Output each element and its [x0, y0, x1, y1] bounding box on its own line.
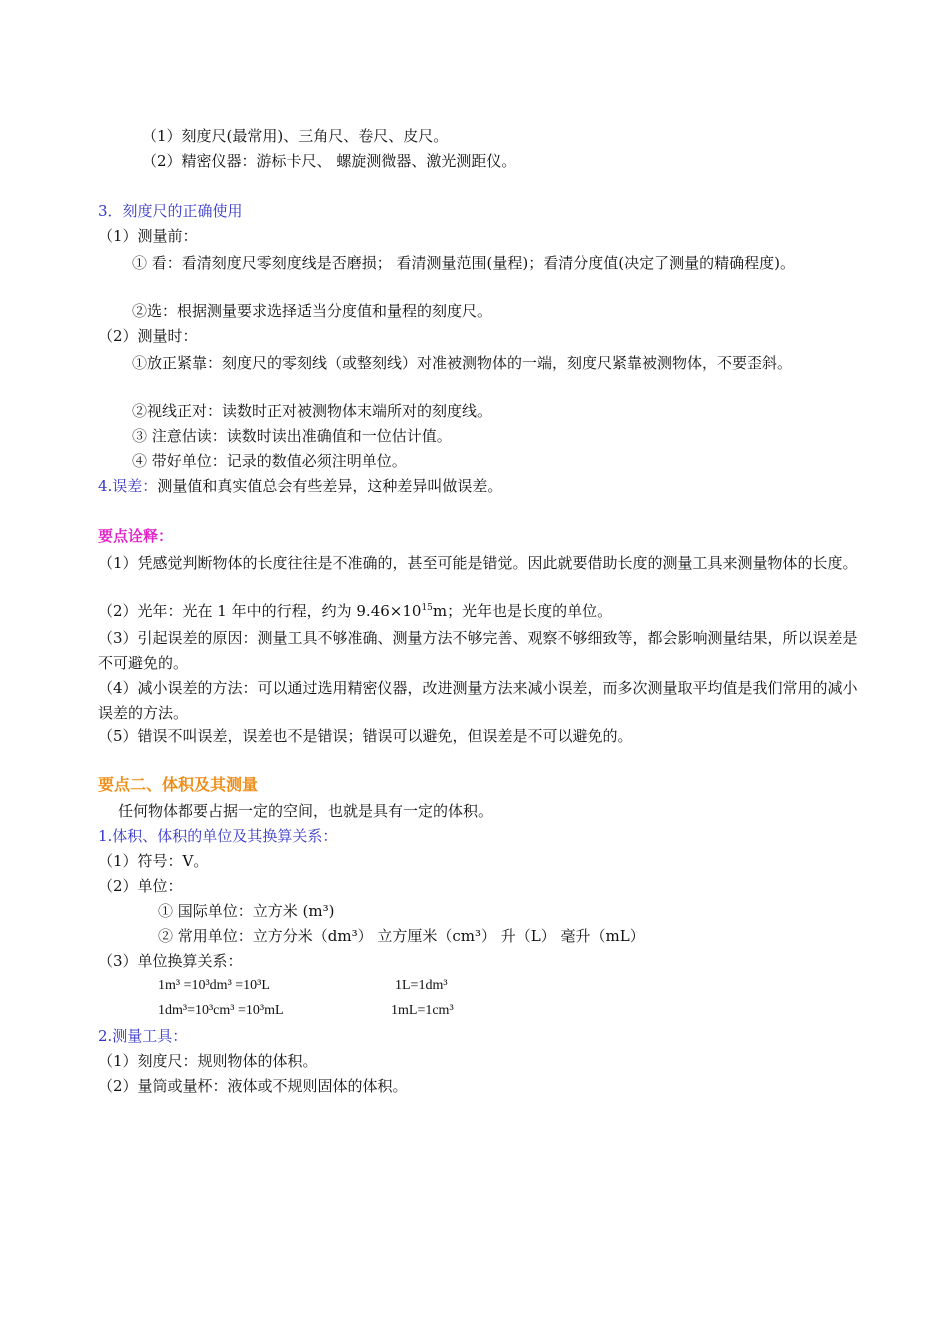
text-line: ④ 带好单位：记录的数值必须注明单位。	[132, 452, 407, 470]
text-line: （2）量筒或量杯：液体或不规则固体的体积。	[98, 1077, 408, 1095]
light-year-text: （2）光年：光在 1 年中的行程，约为 9.46×10	[98, 602, 422, 620]
equation: 1L=1dm³	[395, 978, 448, 993]
text-line: ③ 注意估读：读数时读出准确值和一位估计值。	[132, 427, 452, 445]
equation: 1dm³=10³cm³ =10³mL	[158, 1003, 284, 1018]
text-line: （2）精密仪器：游标卡尺、 螺旋测微器、激光测距仪。	[142, 152, 517, 170]
text-line: （1）刻度尺(最常用)、三角尺、卷尺、皮尺。	[142, 127, 449, 145]
text-line: （1）测量前：	[98, 227, 198, 245]
text-paragraph: （3）引起误差的原因：测量工具不够准确、测量方法不够完善、观察不够细致等，都会影响测量结果，所以误差是不可避免的。	[98, 629, 858, 672]
text-paragraph: ①放正紧靠：刻度尺的零刻线（或整刻线）对准被测物体的一端，刻度尺紧靠被测物体，不要歪斜。	[132, 354, 793, 372]
text-line: （3）单位换算关系：	[98, 952, 243, 970]
section-title: 要点二、体积及其测量	[98, 775, 259, 794]
equation-row	[158, 976, 928, 996]
equation: 1mL=1cm³	[391, 1003, 454, 1018]
text-line: （2）测量时：	[98, 327, 198, 345]
light-year-text-end: m；光年也是长度的单位。	[432, 602, 613, 620]
text-paragraph: （1）凭感觉判断物体的长度往往是不准确的，甚至可能是错觉。因此就要借助长度的测量工具来测量物体的长度。	[98, 554, 858, 572]
error-label: 4.误差：	[98, 477, 158, 495]
text-paragraph: ① 看：看清刻度尺零刻度线是否磨损； 看清测量范围(量程)；看清分度值(决定了测量的精确程度)。	[132, 254, 795, 272]
text-line: ②视线正对：读数时正对被测物体末端所对的刻度线。	[132, 402, 493, 420]
text-line	[98, 476, 868, 496]
section-heading: 3．刻度尺的正确使用	[98, 202, 243, 220]
section-heading: 2.测量工具：	[98, 1027, 188, 1045]
error-text: 测量值和真实值总会有些差异，这种差异叫做误差。	[157, 477, 503, 495]
text-line: （5）错误不叫误差，误差也不是错误；错误可以避免，但误差是不可以避免的。	[98, 727, 633, 745]
text-line: ② 常用单位：立方分米（dm³） 立方厘米（cm³） 升（L） 毫升（mL）	[158, 927, 645, 945]
text-line: ① 国际单位：立方米 (m³)	[158, 902, 335, 920]
exponent: 15	[421, 603, 433, 613]
text-line: （1）刻度尺：规则物体的体积。	[98, 1052, 318, 1070]
text-line: ②选：根据测量要求选择适当分度值和量程的刻度尺。	[132, 302, 493, 320]
equation-row	[158, 1001, 928, 1021]
text-line: （2）单位：	[98, 877, 183, 895]
equation: 1m³ =10³dm³ =10³L	[158, 978, 270, 993]
text-line	[98, 601, 868, 621]
notes-heading: 要点诠释：	[98, 527, 174, 545]
section-heading: 1.体积、体积的单位及其换算关系：	[98, 827, 338, 845]
text-line: （1）符号：V。	[98, 852, 209, 870]
text-line: 任何物体都要占据一定的空间，也就是具有一定的体积。	[118, 802, 494, 820]
text-paragraph: （4）减小误差的方法：可以通过选用精密仪器，改进测量方法来减小误差，而多次测量取平均值是我们常用的减小误差的方法。	[98, 679, 858, 722]
